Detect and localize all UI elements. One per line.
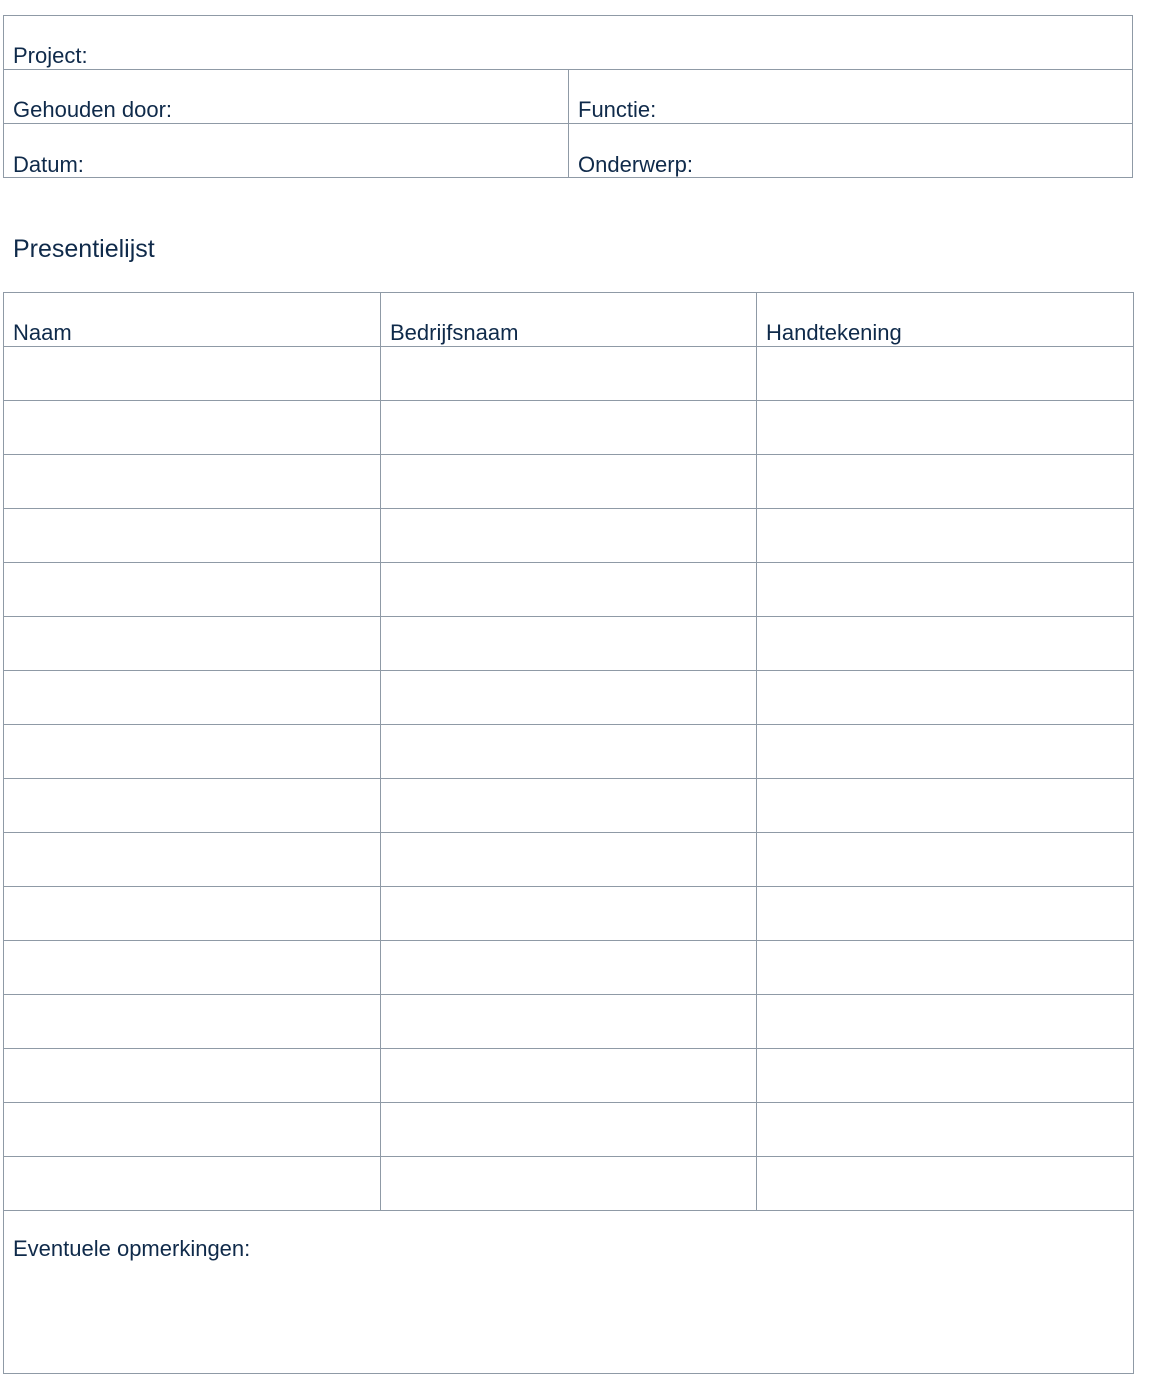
name-cell[interactable] xyxy=(4,779,381,832)
company-cell[interactable] xyxy=(381,509,757,562)
company-cell[interactable] xyxy=(381,779,757,832)
table-row xyxy=(4,401,1133,455)
signature-cell[interactable] xyxy=(757,887,1133,940)
column-header-name-label: Naam xyxy=(13,320,72,345)
signature-cell[interactable] xyxy=(757,347,1133,400)
table-row xyxy=(4,617,1133,671)
column-header-company xyxy=(381,293,757,346)
signature-cell[interactable] xyxy=(757,941,1133,994)
table-row xyxy=(4,779,1133,833)
name-cell[interactable] xyxy=(4,833,381,886)
column-header-signature-label: Handtekening xyxy=(766,320,902,345)
subject-field[interactable] xyxy=(569,124,1134,178)
name-cell[interactable] xyxy=(4,1103,381,1156)
company-cell[interactable] xyxy=(381,725,757,778)
company-cell[interactable] xyxy=(381,347,757,400)
function-label: Functie: xyxy=(578,97,657,122)
info-row-project xyxy=(4,16,1132,70)
signature-cell[interactable] xyxy=(757,833,1133,886)
signature-cell[interactable] xyxy=(757,509,1133,562)
table-row xyxy=(4,1049,1133,1103)
signature-cell[interactable] xyxy=(757,401,1133,454)
name-cell[interactable] xyxy=(4,995,381,1048)
company-cell[interactable] xyxy=(381,671,757,724)
attendance-header-row xyxy=(4,293,1133,347)
signature-cell[interactable] xyxy=(757,1049,1133,1102)
held-by-label: Gehouden door: xyxy=(13,97,173,122)
name-cell[interactable] xyxy=(4,1049,381,1102)
name-cell[interactable] xyxy=(4,671,381,724)
project-label: Project: xyxy=(13,43,88,68)
info-row-date xyxy=(4,124,1132,178)
name-cell[interactable] xyxy=(4,455,381,508)
company-cell[interactable] xyxy=(381,833,757,886)
column-header-name xyxy=(4,293,381,346)
meeting-info-box xyxy=(3,15,1133,178)
name-cell[interactable] xyxy=(4,401,381,454)
date-label: Datum: xyxy=(13,152,84,177)
table-row xyxy=(4,1157,1133,1211)
subject-label: Onderwerp: xyxy=(578,152,693,177)
company-cell[interactable] xyxy=(381,995,757,1048)
name-cell[interactable] xyxy=(4,887,381,940)
column-header-signature xyxy=(757,293,1133,346)
function-field[interactable] xyxy=(569,70,1134,123)
signature-cell[interactable] xyxy=(757,671,1133,724)
signature-cell[interactable] xyxy=(757,1157,1133,1210)
held-by-field[interactable] xyxy=(4,70,569,123)
company-cell[interactable] xyxy=(381,1049,757,1102)
column-header-company-label: Bedrijfsnaam xyxy=(390,320,519,345)
table-row xyxy=(4,671,1133,725)
name-cell[interactable] xyxy=(4,1157,381,1210)
table-row xyxy=(4,509,1133,563)
signature-cell[interactable] xyxy=(757,1103,1133,1156)
table-row xyxy=(4,455,1133,509)
name-cell[interactable] xyxy=(4,725,381,778)
table-row xyxy=(4,941,1133,995)
signature-cell[interactable] xyxy=(757,725,1133,778)
name-cell[interactable] xyxy=(4,941,381,994)
company-cell[interactable] xyxy=(381,401,757,454)
name-cell[interactable] xyxy=(4,563,381,616)
table-row xyxy=(4,563,1133,617)
company-cell[interactable] xyxy=(381,1157,757,1210)
signature-cell[interactable] xyxy=(757,617,1133,670)
attendance-title: Presentielijst xyxy=(13,235,155,263)
project-field[interactable] xyxy=(4,16,1132,69)
company-cell[interactable] xyxy=(381,617,757,670)
table-row xyxy=(4,347,1133,401)
company-cell[interactable] xyxy=(381,1103,757,1156)
signature-cell[interactable] xyxy=(757,455,1133,508)
attendance-table xyxy=(3,292,1134,1374)
table-row xyxy=(4,725,1133,779)
remarks-label: Eventuele opmerkingen: xyxy=(13,1236,251,1261)
company-cell[interactable] xyxy=(381,563,757,616)
table-row xyxy=(4,833,1133,887)
company-cell[interactable] xyxy=(381,887,757,940)
name-cell[interactable] xyxy=(4,617,381,670)
name-cell[interactable] xyxy=(4,347,381,400)
date-field[interactable] xyxy=(4,124,569,178)
remarks-field[interactable] xyxy=(4,1209,1133,1373)
name-cell[interactable] xyxy=(4,509,381,562)
signature-cell[interactable] xyxy=(757,995,1133,1048)
company-cell[interactable] xyxy=(381,455,757,508)
info-row-held-by xyxy=(4,70,1132,124)
table-row xyxy=(4,887,1133,941)
table-row xyxy=(4,1103,1133,1157)
table-row xyxy=(4,995,1133,1049)
signature-cell[interactable] xyxy=(757,779,1133,832)
signature-cell[interactable] xyxy=(757,563,1133,616)
company-cell[interactable] xyxy=(381,941,757,994)
